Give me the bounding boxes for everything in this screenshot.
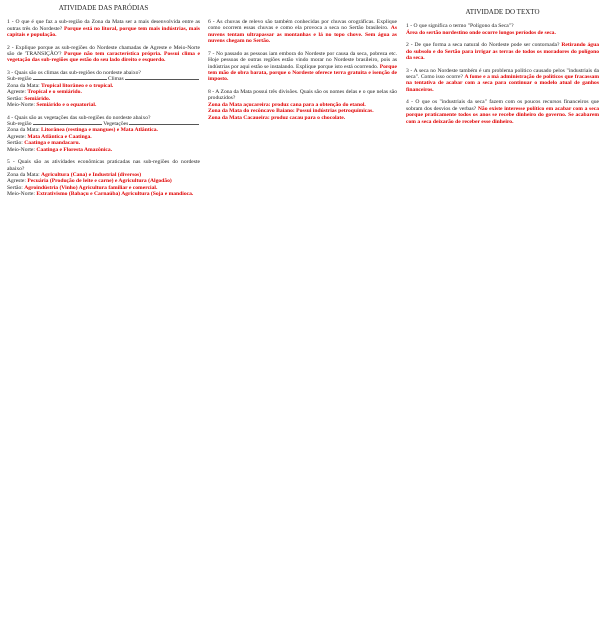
question-5-text: 5 - Quais são as atividades econômicas praticadas nas sub-regiões do nordeste abaixo? [7,159,200,172]
question-t3 [406,68,599,94]
climate-row: Zona da Mata: Tropical litorâneo e o tropical. [7,82,114,89]
answer-t4-text: Não existe interesse político em acabar com a seca porque praticamente todos os anos se recebe dinheiro do governo. Se acabarem com a seca deixarão de receber esse dinheiro. [406,105,599,125]
question-6 [208,19,397,45]
question-7 [208,51,397,83]
climate-row: Agreste: Tropical e o semiárido. [7,89,82,96]
vegetation-row: Meio-Norte: Caatinga e Floresta Amazônica. [7,146,113,153]
vegetation-row: Agreste: Mata Atlântica e Caatinga. [7,133,92,140]
answer-2-text: Porque não tem característica própria. Possui clima e vegetação das sub-regiões que estão do seu lado direito e esquerdo. [7,51,200,64]
question-t1-text: 1 - O que significa o termo "Polígono da Seca"? [406,23,514,30]
economy-row: Sertão: Agroindústria (Vinho) Agricultura familiar e comercial. [7,184,158,191]
question-5 [7,159,200,197]
separator-left-label: Sub-região [7,76,32,83]
separator-right-label: Climas [107,76,124,83]
answer-7-text: Porque tem mão de obra barata, porque o Nordeste oferece terra gratuita e isenção de imposto. [208,63,397,83]
question-8 [208,89,397,121]
column-continuacao [208,0,397,121]
question-1-text: 1 - O que é que faz a sub-região da Zona da Mata ser a mais desenvolvida entre as outras três do Nordeste? [7,19,200,32]
question-3-text: 3 - Quais são os climas das sub-regiões do nordeste abaixo? [7,70,141,76]
question-1 [7,19,200,38]
climate-row: Meio-Norte: Semiárido e o equatorial. [7,102,97,109]
answer-t3-text: A fome e a má administração de políticos que fracassam na tentativa de acabar com a seca para continuar o modelo atual de ganhos financeiros. [406,74,599,93]
question-6-text: 6 - As chuvas de relevo são também conhecidas por chuvas orográficas. Explique como ocorrem essas chuvas e como ela provoca a seca no Sertão brasileiro. [208,19,397,32]
question-t3-text: 3 - A seca no Nordeste também é um problema político causado pelos "industriais da seca". Como isso ocorre? [406,67,599,80]
answer-8-item: Zona da Mata açucareira: produz cana para a obtenção do etanol. [208,101,366,108]
question-7-text: 7 - No passado as pessoas iam embora do Nordeste por causa da seca, pobreza etc. Hoje pessoas de outras regiões estão vindo morar no Nordeste brasileiro, pois as indústrias por aqui estão se instalando. Explique porque isto está ocorrendo. [208,50,397,70]
question-t1 [406,23,599,36]
question-4-text: 4 - Quais são as vegetações das sub-regiões do nordeste abaixo? [7,114,151,121]
question-2-text: 2 - Explique porque as sub-regiões do Nordeste chamadas de Agreste e Meio-Norte são de 'TRANSIÇÃO'? [7,44,200,57]
economy-row: Agreste: Pecuária (Produção de leite e carne) e Agricultura (Algodão) [7,178,172,185]
answer-1-text: Porque está no litoral, porque tem mais indústrias, mais capitais e população. [7,25,200,38]
answer-8-item: Zona da Mata Cacaueira: produz cacau para o chocolate. [208,114,346,121]
column-texto [406,0,599,125]
separator-right-label: Vegetações [103,121,129,128]
question-4 [7,115,200,153]
question-8-text: 8 - A Zona da Mata possui três divisões. Quais são os nomes delas e o que nelas são produzidos? [208,89,397,102]
heading-atividade-texto: ATIVIDADE DO TEXTO [465,8,540,16]
answer-t2-text: Retirando água do subsolo e do Sertão para irrigar as terras de todos os moradores do polígono da seca. [406,42,599,61]
answer-6-text: As nuvens tentam ultrapassar as montanhas e lá no topo chove. Sem água as nuvens chegam no Sertão. [208,25,397,45]
question-t4 [406,99,599,125]
column-parodias [7,0,200,198]
answer-8-item: Zona da Mata do recôncavo Baiano: Possui indústrias petroquímicas. [208,108,374,115]
question-3 [7,70,200,108]
answer-t1-text: Área do sertão nordestino onde ocorre longos períodos de seca. [406,29,556,36]
vegetation-row: Zona da Mata: Litorânea (restinga e mangues) e Mata Atlântica. [7,127,158,134]
heading-atividade-parodias: ATIVIDADE DAS PARÓDIAS [58,4,149,12]
question-t2-text: 2 - De que forma a seca natural do Nordeste pode ser contornada? [406,42,560,49]
question-t2 [406,42,599,61]
question-2 [7,45,200,64]
vegetation-row: Sertão: Caatinga e mandacaru. [7,140,81,147]
separator-left-label: Sub-região [7,121,32,128]
economy-row: Zona da Mata: Agricultura (Cana) e Industrial (diversos) [7,172,142,179]
question-t4-text: 4 - O que os "industriais da seca" fazem com os poucos recursos financeiros que sobram dos desvios de verbas? [406,99,599,112]
climate-row: Sertão: Semiárido. [7,95,51,102]
economy-row: Meio-Norte: Extrativismo (Babaçu e Carnaúba) Agricultura (Soja e mandioca. [7,191,194,198]
